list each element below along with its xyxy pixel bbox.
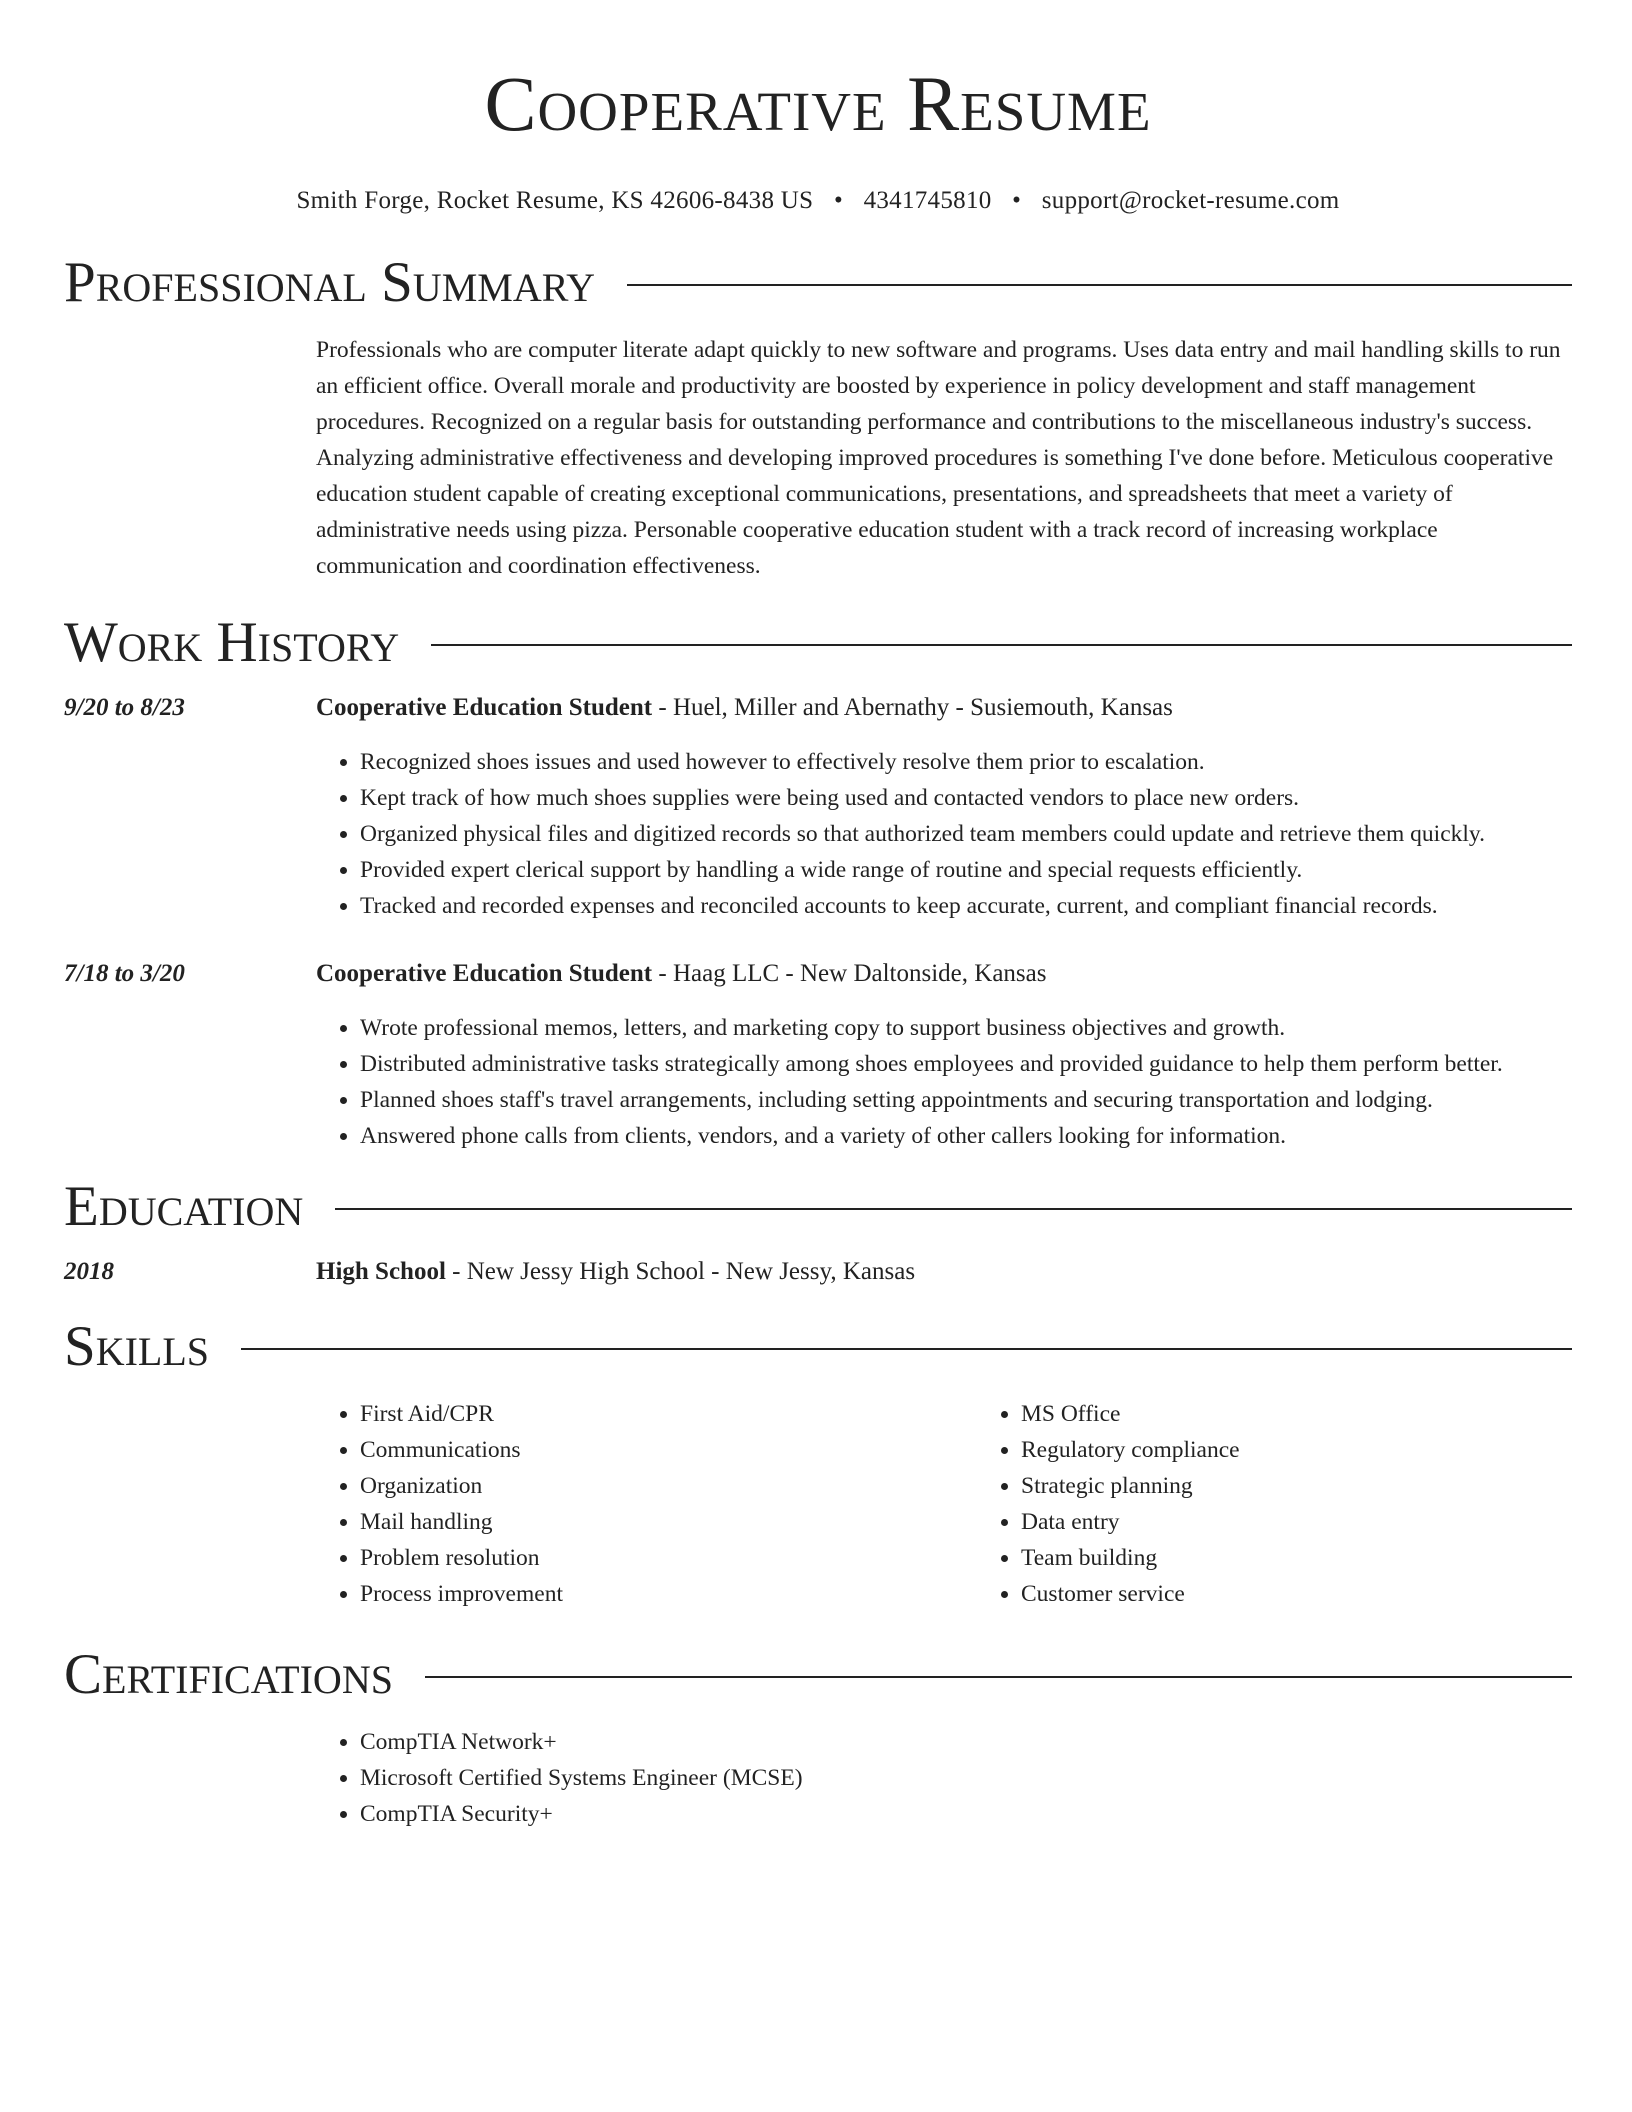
skills-list-left xyxy=(316,1396,977,1612)
contact-line xyxy=(64,186,1572,216)
section-divider xyxy=(335,1208,1572,1210)
list-item: • Strategic planning xyxy=(1021,1468,1632,1504)
list-item: • Team building xyxy=(1021,1540,1632,1576)
education-section-header xyxy=(64,1174,1572,1240)
list-item: • MS Office xyxy=(1021,1396,1632,1432)
education-entry xyxy=(64,1254,1572,1290)
education-title: Education xyxy=(64,1175,304,1238)
contact-separator: • xyxy=(833,187,843,214)
job-dates: 7/18 to 3/20 xyxy=(64,960,185,987)
list-item: • Organization xyxy=(360,1468,977,1504)
contact-phone: 4341745810 xyxy=(863,187,992,214)
contact-address: Smith Forge, Rocket Resume, KS 42606-8438 US xyxy=(296,187,814,214)
education-details: - New Jessy High School - New Jessy, Kansas xyxy=(445,1258,916,1285)
section-divider xyxy=(627,284,1572,286)
work-title: Work History xyxy=(64,611,400,674)
summary-text: Professionals who are computer literate adapt quickly to new software and programs. Uses data entry and mail handling skills to run an efficient office. Overall morale and productivity are boosted by experience in policy development and staff management procedures. Recognized on a regular basis for outstanding performance and contributions to the miscellaneous industry's success. Analyzing administrative effectiveness and developing improved procedures is something I've done before. Meticulous cooperative education student capable of creating exceptional communications, presentations, and spreadsheets that meet a variety of administrative needs using pizza. Personable cooperative education student with a track record of increasing workplace communication and coordination effectiveness. xyxy=(316,337,1561,579)
summary-section-header xyxy=(64,250,1572,316)
skills-title: Skills xyxy=(64,1315,210,1378)
list-item: • Microsoft Certified Systems Engineer (MCSE) xyxy=(360,1760,1572,1796)
section-divider xyxy=(431,644,1572,646)
list-item: • Tracked and recorded expenses and reconciled accounts to keep accurate, current, and compliant financial records. xyxy=(360,888,1572,924)
job-details: - Haag LLC - New Daltonside, Kansas xyxy=(652,960,1047,987)
job-entry xyxy=(64,956,1572,1154)
skills-list-right xyxy=(977,1396,1632,1612)
skills-section-header xyxy=(64,1314,1572,1380)
job-dates: 9/20 to 8/23 xyxy=(64,694,185,721)
list-item: • Kept track of how much shoes supplies were being used and contacted vendors to place new orders. xyxy=(360,780,1572,816)
job-entry xyxy=(64,690,1572,924)
list-item: • CompTIA Network+ xyxy=(360,1724,1572,1760)
education-degree: High School xyxy=(316,1258,446,1285)
job-heading xyxy=(316,956,1046,992)
section-divider xyxy=(241,1348,1572,1350)
job-bullets xyxy=(316,744,1572,924)
list-item: • Answered phone calls from clients, vendors, and a variety of other callers looking for information. xyxy=(360,1118,1572,1154)
list-item: • Distributed administrative tasks strategically among shoes employees and provided guidance to help them perform better. xyxy=(360,1046,1572,1082)
list-item: • Regulatory compliance xyxy=(1021,1432,1632,1468)
summary-title: Professional Summary xyxy=(64,251,596,314)
job-heading xyxy=(316,690,1173,726)
skills-columns xyxy=(316,1396,1572,1612)
education-year: 2018 xyxy=(64,1258,114,1285)
list-item: • Data entry xyxy=(1021,1504,1632,1540)
certifications-title: Certifications xyxy=(64,1643,393,1706)
list-item: • Communications xyxy=(360,1432,977,1468)
list-item: • Wrote professional memos, letters, and marketing copy to support business objectives and growth. xyxy=(360,1010,1572,1046)
section-divider xyxy=(425,1676,1572,1678)
list-item: • CompTIA Security+ xyxy=(360,1796,1572,1832)
list-item: • Planned shoes staff's travel arrangements, including setting appointments and securing transportation and lodging. xyxy=(360,1082,1572,1118)
job-role: Cooperative Education Student xyxy=(316,960,653,987)
work-section-header xyxy=(64,610,1572,676)
resume-name: Cooperative Resume xyxy=(484,60,1152,147)
job-bullets xyxy=(316,1010,1572,1154)
list-item: • Provided expert clerical support by handling a wide range of routine and special requests efficiently. xyxy=(360,852,1572,888)
list-item: • Problem resolution xyxy=(360,1540,977,1576)
list-item: • Organized physical files and digitized records so that authorized team members could update and retrieve them quickly. xyxy=(360,816,1572,852)
education-heading xyxy=(316,1254,915,1290)
certifications-list xyxy=(316,1724,1572,1832)
contact-email: support@rocket-resume.com xyxy=(1041,187,1340,214)
job-details: - Huel, Miller and Abernathy - Susiemouth, Kansas xyxy=(652,694,1173,721)
list-item: • Customer service xyxy=(1021,1576,1632,1612)
contact-separator: • xyxy=(1012,187,1022,214)
list-item: • First Aid/CPR xyxy=(360,1396,977,1432)
resume-page xyxy=(64,0,1572,1832)
list-item: • Mail handling xyxy=(360,1504,977,1540)
certifications-section-header xyxy=(64,1642,1572,1708)
job-role: Cooperative Education Student xyxy=(316,694,653,721)
list-item: • Recognized shoes issues and used however to effectively resolve them prior to escalation. xyxy=(360,744,1572,780)
list-item: • Process improvement xyxy=(360,1576,977,1612)
